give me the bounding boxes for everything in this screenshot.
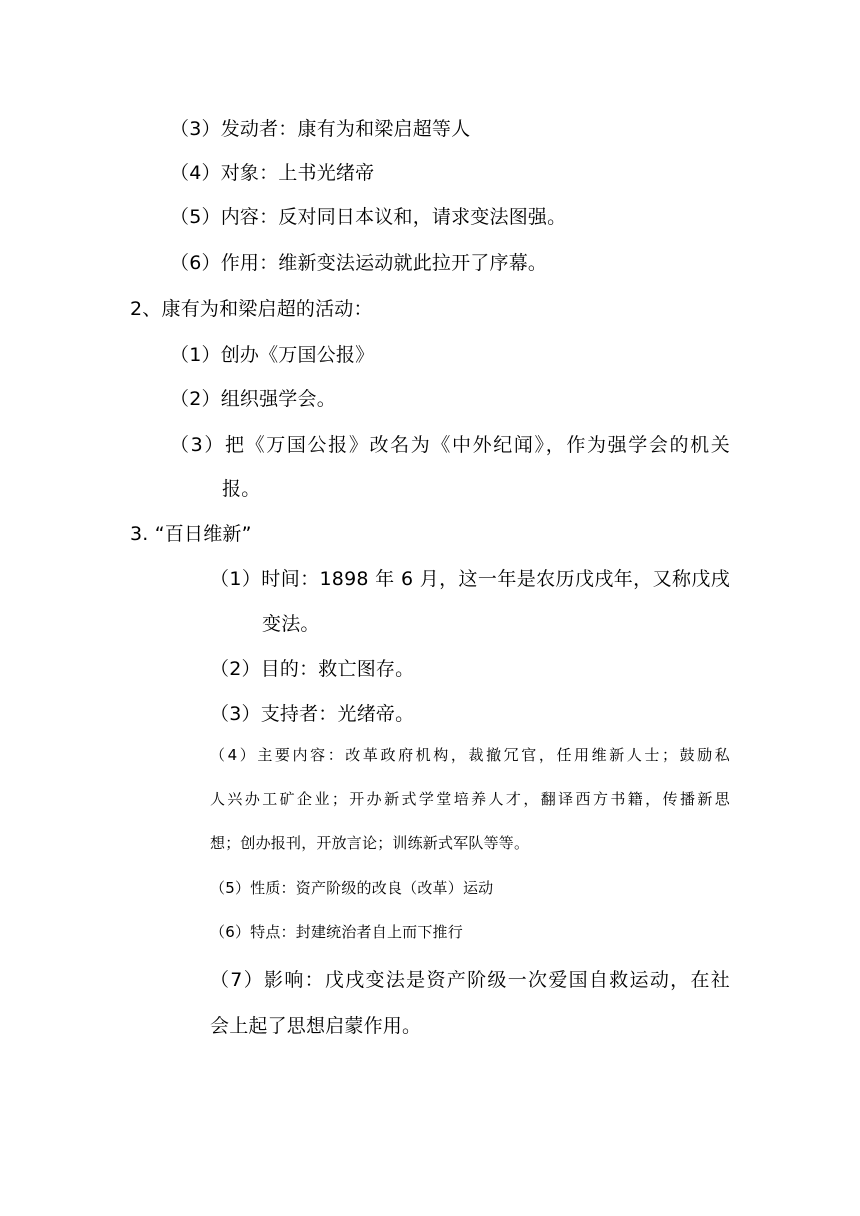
section-heading-activities: 2、康有为和梁启超的活动： [130, 298, 373, 320]
text-line-time: （1）时间：1898 年 6 月，这一年是农历戊戌年，又称戊戌 [210, 568, 730, 590]
text-line-newspaper: （1）创办《万国公报》 [170, 344, 375, 366]
text-line-target: （4）对象：上书光绪帝 [170, 162, 375, 184]
text-line-main-content-3: 想；创办报刊，开放言论；训练新式军队等等。 [210, 834, 530, 852]
text-line-purpose: （2）目的：救亡图存。 [210, 658, 415, 680]
text-line-supporter: （3）支持者：光绪帝。 [210, 703, 415, 725]
text-line-rename: （3）把《万国公报》改名为《中外纪闻》，作为强学会的机关 [170, 434, 730, 456]
text-line-nature: （5）性质：资产阶级的改良（改革）运动 [210, 879, 494, 897]
text-line-rename-cont: 报。 [222, 478, 261, 500]
text-line-impact: （7）影响：戊戌变法是资产阶级一次爱国自救运动，在社 [210, 969, 730, 991]
text-line-society: （2）组织强学会。 [170, 388, 336, 410]
text-line-effect: （6）作用：维新变法运动就此拉开了序幕。 [170, 252, 548, 274]
section-heading-reform: 3. “百日维新” [130, 523, 252, 545]
text-line-main-content-2: 人兴办工矿企业；开办新式学堂培养人才，翻译西方书籍，传播新思 [210, 790, 730, 808]
text-line-content: （5）内容：反对同日本议和，请求变法图强。 [170, 206, 567, 228]
text-line-initiators: （3）发动者：康有为和梁启超等人 [170, 118, 471, 140]
text-line-main-content: （4）主要内容：改革政府机构，裁撤冗官，任用维新人士；鼓励私 [210, 746, 730, 764]
text-line-feature: （6）特点：封建统治者自上而下推行 [210, 923, 463, 941]
text-line-time-cont: 变法。 [262, 613, 320, 635]
text-line-impact-cont: 会上起了思想启蒙作用。 [210, 1015, 422, 1037]
